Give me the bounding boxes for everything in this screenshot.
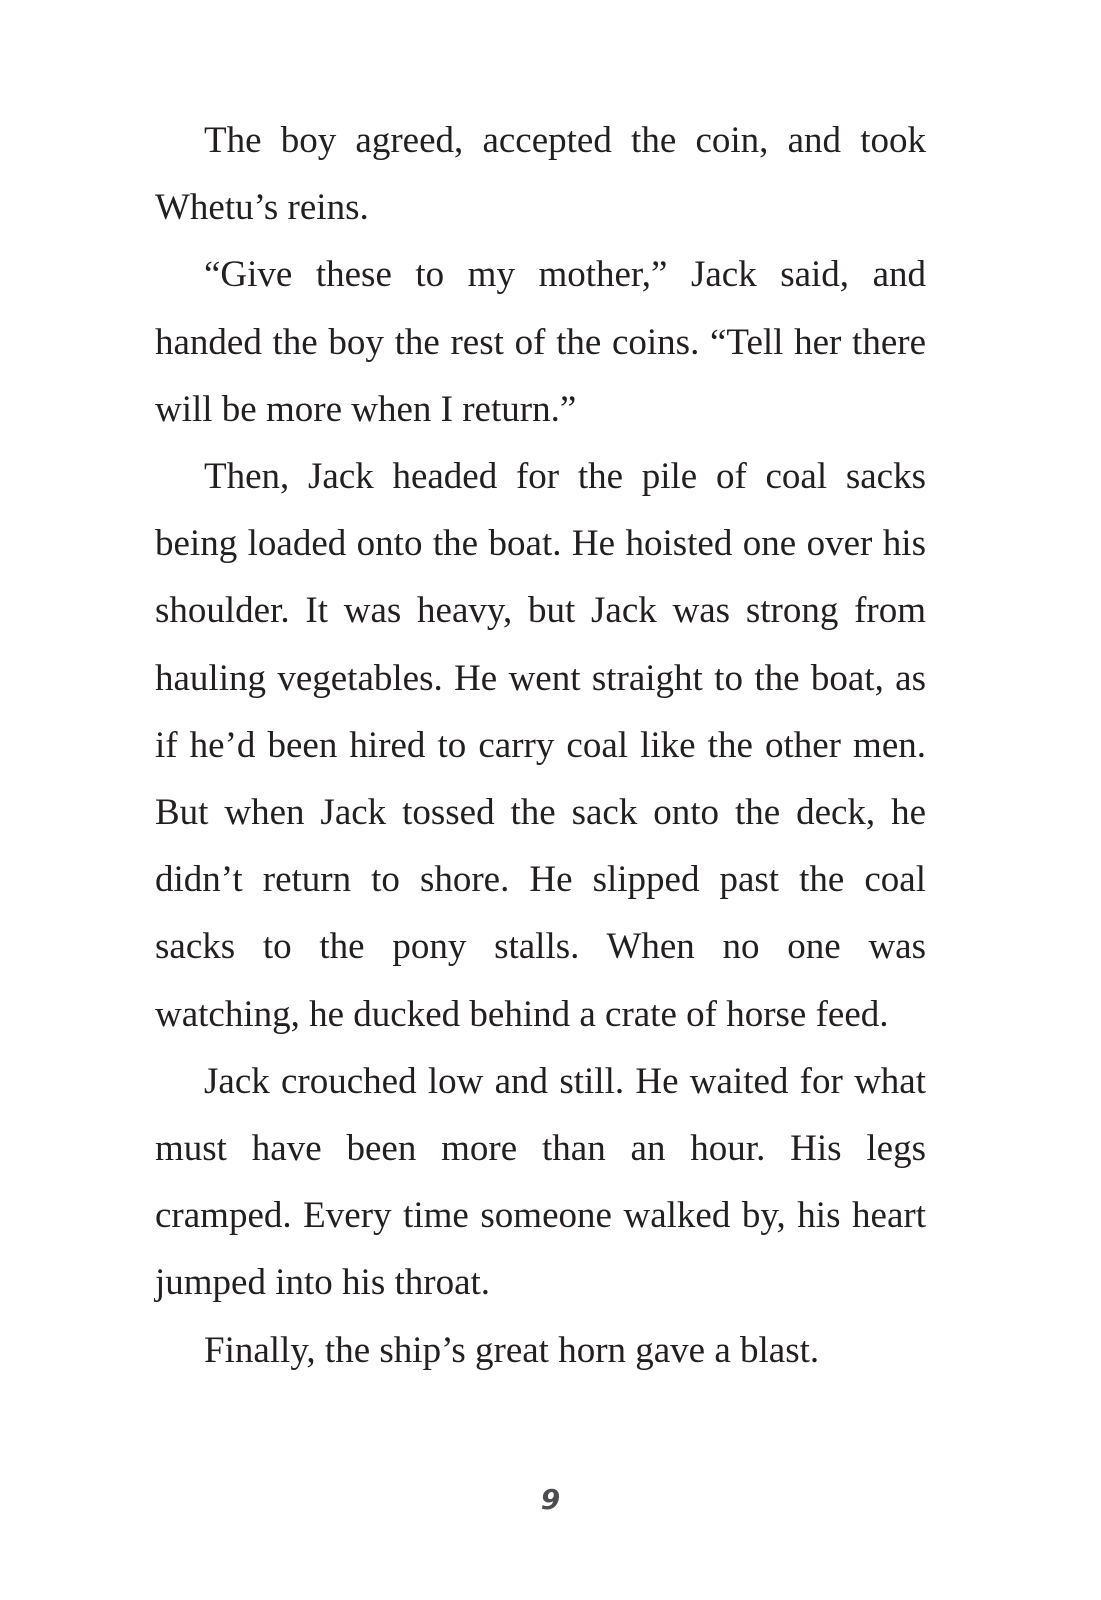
paragraph-give-these: “Give these to my mother,” Jack said, and handed the boy the rest of the coins. “Tell her there will be more when I return.”	[155, 254, 926, 430]
page-number: 9	[540, 1483, 561, 1516]
paragraph-coal-sacks: Then, Jack headed for the pile of coal sacks being loaded onto the boat. He hoisted one over his shoulder. It was heavy, but Jack was strong from hauling vegetables. He went straight to the boat, as if he’d been hired to carry coal like the other men. But when Jack tossed the sack onto the deck, he didn’t return to shore. He slipped past the coal sacks to the pony stalls. When no one was watching, he ducked behind a crate of horse feed.	[155, 456, 926, 1035]
body-text	[155, 107, 926, 1384]
paragraph-boy-agreed: The boy agreed, accepted the coin, and took Whetu’s reins.	[155, 120, 926, 229]
paragraph-horn-blast: Finally, the ship’s great horn gave a blast.	[204, 1329, 820, 1371]
paragraph-crouched: Jack crouched low and still. He waited for what must have been more than an hour. His legs cramped. Every time someone walked by, his heart jumped into his throat.	[155, 1060, 926, 1304]
